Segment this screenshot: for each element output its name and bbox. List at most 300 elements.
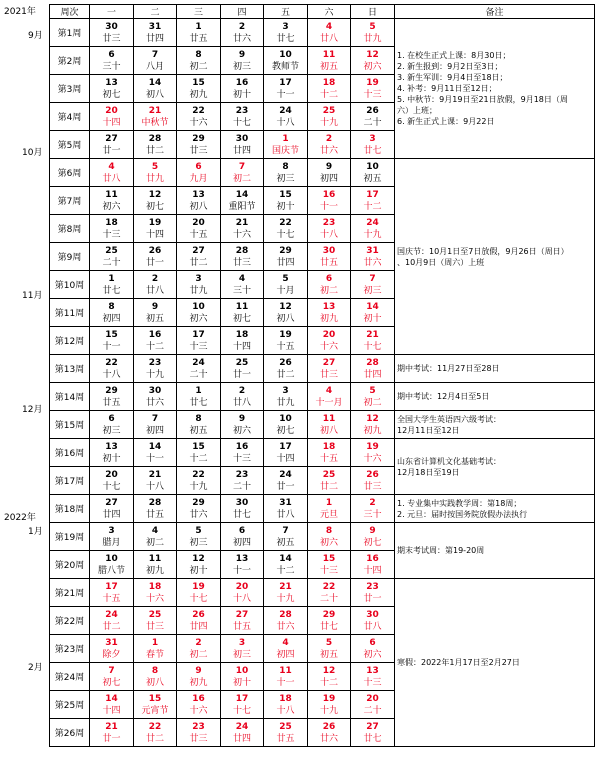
- day-number: 10: [279, 413, 292, 424]
- lunar-date: 廿三: [189, 733, 208, 744]
- day-cell: [90, 607, 134, 635]
- day-cell: [221, 327, 264, 355]
- day-number: 19: [279, 329, 292, 340]
- day-cell: [264, 439, 308, 467]
- day-cell: [264, 355, 308, 383]
- day-cell: [134, 691, 177, 719]
- day-number: 18: [279, 693, 292, 704]
- lunar-date: 初二: [319, 285, 338, 296]
- lunar-date: 初七: [145, 201, 164, 212]
- day-number: 3: [108, 525, 115, 536]
- lunar-date: 初六: [189, 313, 208, 324]
- day-number: 13: [192, 189, 205, 200]
- day-cell: [221, 691, 264, 719]
- day-number: 12: [279, 301, 292, 312]
- day-cell: [351, 467, 395, 495]
- day-number: 19: [366, 77, 379, 88]
- lunar-date: 廿七: [363, 733, 382, 744]
- day-number: 16: [235, 441, 249, 452]
- lunar-date: 教师节: [271, 61, 299, 72]
- lunar-date: 廿六: [319, 145, 338, 156]
- lunar-date: 十四: [276, 453, 295, 464]
- day-cell: [90, 187, 134, 215]
- day-number: 28: [279, 609, 292, 620]
- lunar-date: 廿九: [145, 173, 164, 184]
- day-cell: [264, 663, 308, 691]
- note-line: 4. 补考：9月11日至12日；: [397, 84, 497, 93]
- day-cell: [177, 635, 221, 663]
- day-cell: [308, 327, 351, 355]
- lunar-date: 廿四: [189, 621, 208, 632]
- day-cell: [177, 47, 221, 75]
- day-number: 11: [105, 189, 118, 200]
- table-row: [50, 579, 595, 607]
- note-cell: [395, 159, 595, 355]
- day-number: 8: [195, 49, 202, 60]
- lunar-date: 十八: [232, 593, 251, 604]
- lunar-date: 十八: [145, 481, 164, 492]
- day-cell: [264, 131, 308, 159]
- lunar-date: 十二: [319, 89, 338, 100]
- day-number: 5: [369, 21, 376, 32]
- day-cell: [221, 467, 264, 495]
- day-number: 2: [325, 133, 333, 144]
- note-cell: [395, 579, 595, 747]
- day-number: 1: [282, 133, 289, 144]
- day-cell: [90, 19, 134, 47]
- day-number: 14: [235, 189, 249, 200]
- lunar-date: 十九: [276, 593, 295, 604]
- day-number: 30: [322, 245, 336, 256]
- day-number: 12: [366, 49, 379, 60]
- day-number: 7: [369, 273, 376, 284]
- week-label: 第6周: [50, 159, 90, 187]
- lunar-date: 九月: [189, 173, 208, 184]
- month-label: 11月: [22, 291, 43, 301]
- day-number: 31: [105, 637, 118, 648]
- day-cell: [308, 355, 351, 383]
- lunar-date: 十一月: [315, 397, 343, 408]
- day-cell: [351, 327, 395, 355]
- day-cell: [351, 495, 395, 523]
- day-number: 4: [108, 161, 115, 172]
- week-label: 第4周: [50, 103, 90, 131]
- lunar-date: 十六: [319, 341, 338, 352]
- week-label: 第14周: [50, 383, 90, 411]
- day-cell: [90, 551, 134, 579]
- day-cell: [90, 411, 134, 439]
- day-cell: [308, 579, 351, 607]
- day-cell: [264, 467, 308, 495]
- lunar-date: 初五: [363, 173, 382, 184]
- day-number: 1: [108, 273, 115, 284]
- lunar-date: 廿九: [189, 285, 208, 296]
- day-cell: [177, 131, 221, 159]
- day-cell: [221, 607, 264, 635]
- lunar-date: 十六: [189, 705, 208, 716]
- day-number: 26: [366, 469, 379, 480]
- lunar-date: 腊八节: [97, 565, 125, 576]
- day-cell: [308, 75, 351, 103]
- day-number: 22: [105, 357, 118, 368]
- day-number: 14: [148, 77, 162, 88]
- day-cell: [351, 635, 395, 663]
- lunar-date: 十二: [276, 565, 295, 576]
- day-cell: [351, 523, 395, 551]
- header-row: [50, 5, 595, 19]
- day-cell: [177, 663, 221, 691]
- table-row: [50, 411, 595, 439]
- day-cell: [351, 719, 395, 747]
- week-label: 第3周: [50, 75, 90, 103]
- lunar-date: 三十: [102, 61, 121, 72]
- day-cell: [177, 271, 221, 299]
- day-number: 29: [279, 245, 292, 256]
- lunar-date: 廿四: [363, 369, 382, 380]
- month-label: 9月: [28, 31, 43, 41]
- day-number: 31: [279, 497, 292, 508]
- header-week: 周次: [50, 5, 90, 19]
- day-cell: [351, 47, 395, 75]
- week-label: 第12周: [50, 327, 90, 355]
- day-cell: [134, 607, 177, 635]
- day-cell: [134, 411, 177, 439]
- table-row: [50, 523, 595, 551]
- lunar-date: 十四: [363, 565, 382, 576]
- lunar-date: 廿二: [145, 733, 164, 744]
- day-cell: [264, 215, 308, 243]
- day-number: 25: [148, 609, 162, 620]
- day-cell: [221, 635, 264, 663]
- day-cell: [177, 579, 221, 607]
- lunar-date: 初三: [102, 425, 121, 436]
- day-number: 21: [235, 217, 249, 228]
- note-cell: [395, 355, 595, 383]
- day-cell: [351, 19, 395, 47]
- day-cell: [177, 215, 221, 243]
- lunar-date: 廿六: [145, 397, 164, 408]
- lunar-date: 廿一: [232, 369, 251, 380]
- day-number: 27: [366, 721, 379, 732]
- day-number: 26: [322, 721, 336, 732]
- day-number: 24: [279, 469, 292, 480]
- day-number: 15: [148, 693, 162, 704]
- lunar-date: 廿五: [319, 257, 338, 268]
- day-number: 4: [325, 21, 333, 32]
- day-cell: [351, 551, 395, 579]
- day-number: 9: [195, 665, 202, 676]
- day-number: 10: [192, 301, 205, 312]
- day-number: 8: [151, 665, 159, 676]
- table-row: [50, 439, 595, 467]
- day-number: 16: [192, 693, 205, 704]
- lunar-date: 十三: [232, 453, 251, 464]
- day-cell: [134, 75, 177, 103]
- day-number: 27: [235, 609, 249, 620]
- day-number: 5: [195, 525, 202, 536]
- day-number: 10: [235, 665, 249, 676]
- day-number: 14: [279, 553, 292, 564]
- day-number: 10: [105, 553, 118, 564]
- day-number: 2: [238, 21, 246, 32]
- week-label: 第5周: [50, 131, 90, 159]
- day-cell: [221, 271, 264, 299]
- day-cell: [90, 271, 134, 299]
- lunar-date: 十四: [145, 229, 164, 240]
- note-line: 2. 元旦：届时按国务院放假办法执行: [397, 509, 528, 519]
- day-number: 19: [366, 441, 379, 452]
- day-cell: [264, 691, 308, 719]
- note-line: 期末考试周：第19-20周: [397, 546, 485, 555]
- day-number: 9: [238, 49, 246, 60]
- day-cell: [177, 19, 221, 47]
- day-cell: [264, 579, 308, 607]
- day-cell: [264, 495, 308, 523]
- day-cell: [134, 131, 177, 159]
- day-cell: [177, 103, 221, 131]
- lunar-date: 廿三: [145, 621, 164, 632]
- day-number: 28: [148, 133, 162, 144]
- day-cell: [308, 551, 351, 579]
- lunar-date: 廿七: [232, 509, 251, 520]
- lunar-date: 三十: [363, 509, 382, 520]
- lunar-date: 十七: [102, 481, 121, 492]
- day-cell: [308, 243, 351, 271]
- lunar-date: 十二: [145, 341, 164, 352]
- day-cell: [264, 635, 308, 663]
- week-label: 第25周: [50, 691, 90, 719]
- lunar-date: 十八: [319, 229, 338, 240]
- lunar-date: 十七: [232, 705, 251, 716]
- day-number: 1: [325, 497, 333, 508]
- day-cell: [221, 719, 264, 747]
- day-cell: [351, 663, 395, 691]
- lunar-date: 廿八: [363, 621, 382, 632]
- day-cell: [134, 19, 177, 47]
- day-cell: [308, 19, 351, 47]
- lunar-date: 十九: [319, 705, 338, 716]
- day-cell: [264, 607, 308, 635]
- month-label: 1月: [28, 527, 43, 537]
- lunar-date: 十三: [189, 341, 208, 352]
- day-cell: [264, 19, 308, 47]
- day-number: 23: [366, 581, 379, 592]
- day-number: 17: [279, 77, 292, 88]
- lunar-date: 廿一: [276, 481, 295, 492]
- lunar-date: 廿六: [189, 509, 208, 520]
- week-label: 第18周: [50, 495, 90, 523]
- day-cell: [264, 719, 308, 747]
- lunar-date: 春节: [145, 649, 164, 660]
- day-number: 7: [282, 525, 289, 536]
- lunar-date: 十八: [102, 369, 121, 380]
- header-thu: 四: [221, 5, 264, 19]
- day-cell: [264, 551, 308, 579]
- lunar-date: 廿八: [276, 509, 295, 520]
- day-cell: [351, 299, 395, 327]
- note-line: 期中考试：12月4日至5日: [397, 392, 490, 401]
- day-cell: [90, 215, 134, 243]
- lunar-date: 廿一: [102, 145, 121, 156]
- lunar-date: 十九: [363, 229, 382, 240]
- lunar-date: 十五: [102, 593, 121, 604]
- day-cell: [134, 663, 177, 691]
- day-number: 6: [195, 161, 202, 172]
- lunar-date: 初六: [102, 201, 121, 212]
- lunar-date: 二十: [363, 117, 382, 128]
- month-label: 2月: [28, 663, 43, 673]
- table-row: [50, 159, 595, 187]
- day-cell: [221, 75, 264, 103]
- lunar-date: 初六: [363, 649, 382, 660]
- day-number: 29: [192, 497, 205, 508]
- day-cell: [308, 635, 351, 663]
- lunar-date: 初七: [232, 313, 251, 324]
- day-cell: [90, 131, 134, 159]
- lunar-date: 廿四: [102, 509, 121, 520]
- day-number: 18: [322, 77, 336, 88]
- day-number: 3: [282, 385, 289, 396]
- note-cell: [395, 19, 595, 159]
- day-number: 21: [279, 581, 292, 592]
- lunar-date: 三十: [232, 285, 251, 296]
- day-number: 13: [105, 441, 118, 452]
- day-cell: [351, 215, 395, 243]
- lunar-date: 十六: [145, 593, 164, 604]
- lunar-date: 廿三: [102, 33, 121, 44]
- day-cell: [177, 243, 221, 271]
- lunar-date: 十八: [276, 705, 295, 716]
- note-line: 12月18日至19日: [397, 467, 460, 477]
- day-cell: [308, 411, 351, 439]
- lunar-date: 廿五: [276, 733, 295, 744]
- day-number: 6: [238, 525, 246, 536]
- note-cell: [395, 523, 595, 579]
- day-cell: [264, 411, 308, 439]
- day-number: 29: [322, 609, 336, 620]
- lunar-date: 十五: [276, 341, 295, 352]
- day-number: 13: [235, 553, 249, 564]
- lunar-date: 十四: [102, 705, 121, 716]
- header-wed: 三: [177, 5, 221, 19]
- day-number: 16: [235, 77, 249, 88]
- week-label: 第26周: [50, 719, 90, 747]
- day-cell: [221, 243, 264, 271]
- day-number: 19: [192, 581, 205, 592]
- day-number: 15: [322, 553, 336, 564]
- day-cell: [221, 439, 264, 467]
- day-cell: [308, 439, 351, 467]
- note-line: 期中考试：11月27日至28日: [397, 364, 500, 373]
- day-number: 18: [235, 329, 249, 340]
- lunar-date: 初八: [319, 425, 338, 436]
- lunar-date: 廿三: [189, 145, 208, 156]
- day-cell: [351, 607, 395, 635]
- day-cell: [90, 579, 134, 607]
- day-number: 17: [279, 441, 292, 452]
- day-number: 5: [151, 161, 159, 172]
- day-cell: [308, 131, 351, 159]
- day-number: 11: [322, 413, 336, 424]
- day-number: 25: [279, 721, 292, 732]
- day-number: 24: [366, 217, 379, 228]
- lunar-date: 初三: [276, 173, 295, 184]
- lunar-date: 十九: [319, 117, 338, 128]
- lunar-date: 初六: [232, 425, 251, 436]
- day-cell: [90, 663, 134, 691]
- day-cell: [351, 383, 395, 411]
- week-label: 第7周: [50, 187, 90, 215]
- lunar-date: 初三: [232, 61, 251, 72]
- note-cell: [395, 383, 595, 411]
- header-sun: 日: [351, 5, 395, 19]
- lunar-date: 十二: [319, 677, 338, 688]
- lunar-date: 初六: [363, 61, 382, 72]
- lunar-date: 除夕: [102, 649, 121, 660]
- day-cell: [177, 439, 221, 467]
- day-cell: [134, 215, 177, 243]
- day-number: 3: [369, 133, 376, 144]
- lunar-date: 十八: [276, 117, 295, 128]
- day-cell: [177, 691, 221, 719]
- lunar-date: 初三: [363, 285, 382, 296]
- day-number: 21: [366, 329, 379, 340]
- day-number: 31: [148, 21, 162, 32]
- day-number: 8: [325, 525, 333, 536]
- day-number: 25: [235, 357, 249, 368]
- lunar-date: 廿五: [189, 33, 208, 44]
- lunar-date: 廿三: [232, 257, 251, 268]
- lunar-date: 廿五: [102, 397, 121, 408]
- day-cell: [177, 383, 221, 411]
- lunar-date: 二十: [189, 369, 208, 380]
- day-number: 23: [235, 105, 249, 116]
- lunar-date: 二十: [232, 481, 251, 492]
- lunar-date: 十六: [232, 229, 251, 240]
- calendar-table: [49, 4, 595, 747]
- day-number: 26: [192, 609, 205, 620]
- note-line: 六）上班；: [397, 106, 437, 115]
- day-cell: [308, 523, 351, 551]
- day-cell: [308, 215, 351, 243]
- day-number: 12: [148, 189, 162, 200]
- day-cell: [264, 383, 308, 411]
- lunar-date: 廿八: [232, 397, 251, 408]
- day-cell: [264, 187, 308, 215]
- lunar-date: 初四: [102, 313, 121, 324]
- day-number: 11: [279, 665, 292, 676]
- lunar-date: 腊月: [102, 537, 121, 548]
- lunar-date: 十三: [102, 229, 121, 240]
- day-cell: [264, 523, 308, 551]
- day-number: 28: [366, 357, 379, 368]
- day-cell: [351, 187, 395, 215]
- day-cell: [351, 439, 395, 467]
- day-number: 29: [192, 133, 205, 144]
- day-cell: [308, 663, 351, 691]
- day-number: 30: [105, 21, 118, 32]
- week-label: 第11周: [50, 299, 90, 327]
- day-number: 25: [105, 245, 118, 256]
- lunar-date: 十六: [363, 453, 382, 464]
- day-cell: [90, 383, 134, 411]
- day-cell: [221, 159, 264, 187]
- day-number: 20: [192, 217, 205, 228]
- lunar-date: 十六: [189, 117, 208, 128]
- day-number: 5: [325, 637, 333, 648]
- lunar-date: 初七: [363, 537, 382, 548]
- day-cell: [134, 243, 177, 271]
